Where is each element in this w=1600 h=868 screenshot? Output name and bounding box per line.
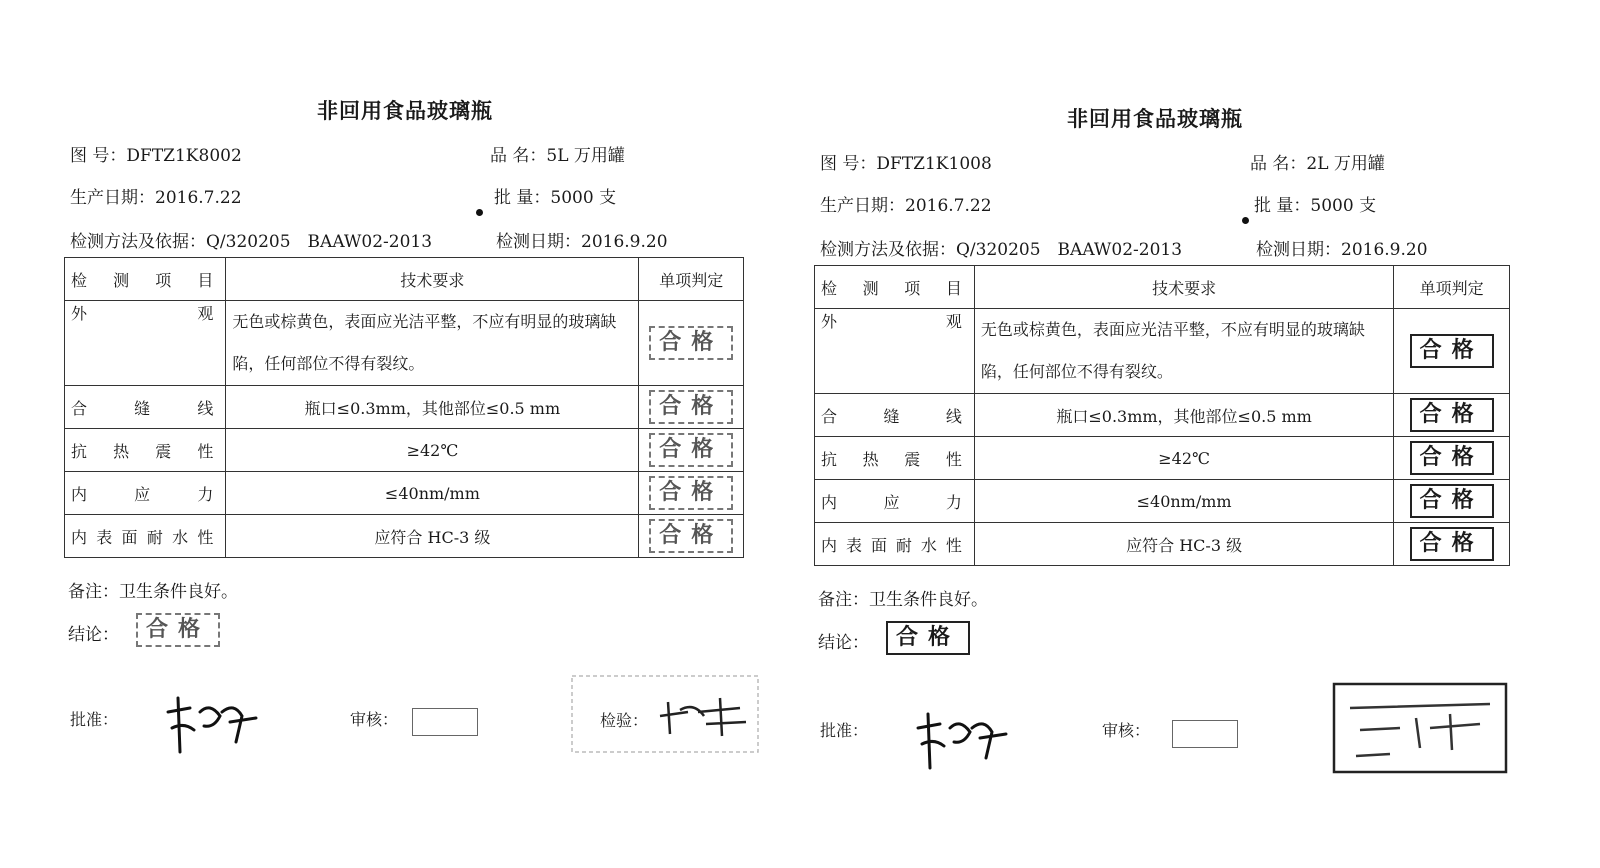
- conclusion-stamp: [136, 613, 220, 647]
- product-name-value: 2L 万用罐: [1306, 154, 1385, 174]
- review-label: 审核：: [1102, 721, 1151, 740]
- product-name-label: 品 名：: [1250, 154, 1307, 174]
- drawing-number-value: DFTZ1K1008: [876, 154, 992, 174]
- review-stamp: [412, 708, 478, 736]
- table-row: [815, 480, 1510, 523]
- drawing-number-label: 图 号：: [820, 154, 877, 174]
- test-date-label: 检测日期：: [1256, 240, 1341, 260]
- table-row: [65, 429, 744, 472]
- row-result: [1394, 523, 1510, 566]
- header-requirement: 技术要求: [974, 266, 1393, 309]
- row-result: [1394, 480, 1510, 523]
- table-header-row: [815, 266, 1510, 309]
- pass-stamp: 合格: [1410, 398, 1494, 432]
- test-method: [70, 227, 432, 252]
- inspect-label: 检验：: [600, 711, 649, 730]
- table-row: [815, 309, 1510, 394]
- row-requirement: 应符合 HC-3 级: [974, 523, 1393, 566]
- remark: [68, 577, 238, 602]
- test-date-label: 检测日期：: [496, 232, 581, 252]
- row-result: [639, 472, 744, 515]
- product-name: [1250, 149, 1385, 174]
- row-requirement: ≥42℃: [226, 429, 639, 472]
- row-requirement: 应符合 HC-3 级: [226, 515, 639, 558]
- table-row: [65, 515, 744, 558]
- production-date-value: 2016.7.22: [155, 188, 242, 208]
- report-title: 非回用食品玻璃瓶: [1067, 106, 1243, 131]
- row-item: 内表面耐水性: [815, 523, 975, 566]
- drawing-number: [820, 149, 992, 174]
- row-requirement: 无色或棕黄色，表面应光洁平整，不应有明显的玻璃缺陷，任何部位不得有裂纹。: [974, 309, 1393, 394]
- test-date: [496, 227, 668, 252]
- ink-dot: [1242, 217, 1249, 224]
- test-method: [820, 235, 1182, 260]
- product-name-value: 5L 万用罐: [546, 146, 625, 166]
- row-requirement: ≤40nm/mm: [226, 472, 639, 515]
- batch-quantity-label: 批 量：: [494, 188, 551, 208]
- production-date-value: 2016.7.22: [905, 196, 992, 216]
- drawing-number-label: 图 号：: [70, 146, 127, 166]
- row-result: [1394, 394, 1510, 437]
- approve-label: 批准：: [820, 721, 869, 740]
- test-date: [1256, 235, 1428, 260]
- row-item: 内应力: [65, 472, 226, 515]
- row-result: [1394, 309, 1510, 394]
- table-row: [815, 523, 1510, 566]
- pass-stamp: 合格: [1410, 527, 1494, 561]
- production-date-label: 生产日期：: [820, 196, 905, 216]
- row-requirement: 瓶口≤0.3mm，其他部位≤0.5 mm: [226, 386, 639, 429]
- remark-label: 备注：: [818, 590, 869, 610]
- test-method-label: 检测方法及依据：: [70, 232, 206, 252]
- batch-quantity-value: 5000 支: [1310, 196, 1377, 216]
- table-header-row: [65, 258, 744, 301]
- test-method-label: 检测方法及依据：: [820, 240, 956, 260]
- product-name: [490, 141, 625, 166]
- row-item: 外观: [65, 301, 226, 386]
- pass-stamp: 合格: [649, 326, 733, 360]
- approver-signature: [910, 698, 1010, 778]
- production-date: [70, 183, 242, 208]
- review-label: 审核：: [350, 710, 399, 729]
- test-method-value: Q/320205 BAAW02-2013: [206, 232, 433, 252]
- batch-quantity-value: 5000 支: [550, 188, 617, 208]
- inspection-report-right: [810, 0, 1570, 868]
- row-requirement: ≤40nm/mm: [974, 480, 1393, 523]
- header-item: 检 测 项 目: [65, 258, 226, 301]
- inspection-stamp: [1330, 678, 1510, 778]
- conclusion-label: 结论：: [818, 633, 869, 653]
- header-requirement: 技术要求: [226, 258, 639, 301]
- pass-stamp: 合格: [1410, 484, 1494, 518]
- conclusion-label: 结论：: [68, 625, 119, 645]
- approver-signature: [160, 682, 260, 762]
- row-result: [1394, 437, 1510, 480]
- pass-stamp: 合格: [1410, 334, 1494, 368]
- header-result: 单项判定: [639, 258, 744, 301]
- batch-quantity: [1254, 191, 1376, 216]
- review-stamp: [1172, 720, 1238, 748]
- table-row: [65, 386, 744, 429]
- row-item: 抗热震性: [65, 429, 226, 472]
- inspection-stamp: [570, 672, 760, 758]
- row-item: 抗热震性: [815, 437, 975, 480]
- conclusion-value: 合格: [886, 621, 970, 655]
- product-name-label: 品 名：: [490, 146, 547, 166]
- row-result: [639, 386, 744, 429]
- spec-table: [814, 265, 1510, 566]
- pass-stamp: 合格: [649, 519, 733, 553]
- pass-stamp: 合格: [1410, 441, 1494, 475]
- spec-table: [64, 257, 744, 558]
- table-row: [65, 472, 744, 515]
- row-result: [639, 515, 744, 558]
- row-requirement: 瓶口≤0.3mm，其他部位≤0.5 mm: [974, 394, 1393, 437]
- approve-label: 批准：: [70, 710, 119, 729]
- remark: [818, 585, 988, 610]
- pass-stamp: 合格: [649, 433, 733, 467]
- batch-quantity: [494, 183, 616, 208]
- header-result: 单项判定: [1394, 266, 1510, 309]
- row-result: [639, 301, 744, 386]
- pass-stamp: 合格: [649, 476, 733, 510]
- row-result: [639, 429, 744, 472]
- test-date-value: 2016.9.20: [1341, 240, 1428, 260]
- remark-value: 卫生条件良好。: [869, 590, 988, 610]
- row-item: 内应力: [815, 480, 975, 523]
- table-row: [815, 437, 1510, 480]
- test-date-value: 2016.9.20: [581, 232, 668, 252]
- row-requirement: ≥42℃: [974, 437, 1393, 480]
- production-date: [820, 191, 992, 216]
- test-method-value: Q/320205 BAAW02-2013: [956, 240, 1183, 260]
- batch-quantity-label: 批 量：: [1254, 196, 1311, 216]
- pass-stamp: 合格: [649, 390, 733, 424]
- drawing-number-value: DFTZ1K8002: [126, 146, 242, 166]
- production-date-label: 生产日期：: [70, 188, 155, 208]
- conclusion-stamp: [886, 621, 970, 655]
- remark-label: 备注：: [68, 582, 119, 602]
- remark-value: 卫生条件良好。: [119, 582, 238, 602]
- conclusion-value: 合格: [136, 613, 220, 647]
- row-item: 合缝线: [815, 394, 975, 437]
- row-item: 合缝线: [65, 386, 226, 429]
- table-row: [815, 394, 1510, 437]
- row-requirement: 无色或棕黄色，表面应光洁平整，不应有明显的玻璃缺陷，任何部位不得有裂纹。: [226, 301, 639, 386]
- ink-dot: [476, 209, 483, 216]
- row-item: 外观: [815, 309, 975, 394]
- row-item: 内表面耐水性: [65, 515, 226, 558]
- header-item: 检 测 项 目: [815, 266, 975, 309]
- table-row: [65, 301, 744, 386]
- drawing-number: [70, 141, 242, 166]
- inspection-report-left: [60, 0, 820, 868]
- report-title: 非回用食品玻璃瓶: [317, 98, 493, 123]
